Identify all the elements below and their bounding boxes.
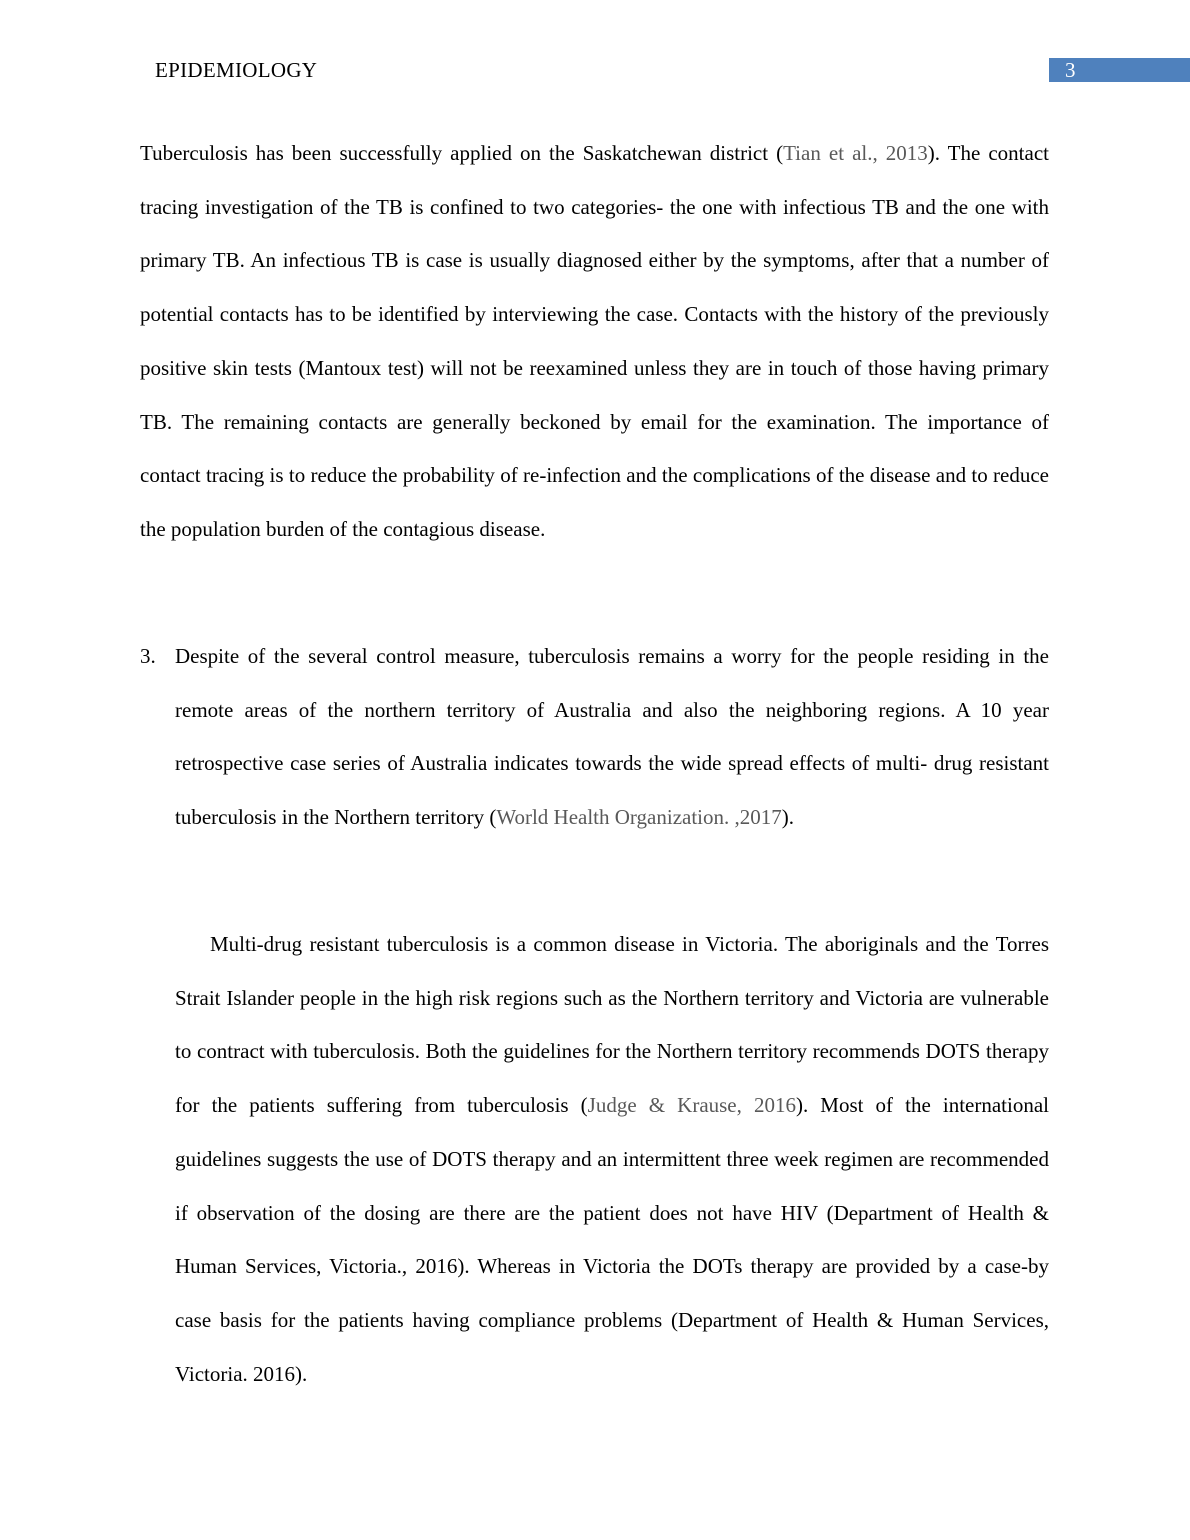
paragraph-text: Tuberculosis has been successfully applied on the Saskatchewan district (: [140, 141, 784, 165]
citation: World Health Organization. ,2017: [496, 805, 782, 830]
body-paragraph-1: [140, 127, 1049, 557]
list-marker: 3.: [140, 644, 156, 668]
paragraph-text: Despite of the several control measure, tuberculosis remains a worry for the people residing in the remote areas of the northern territory of Australia and also the neighboring regions. A 10 year retrospective case series of Australia indicates towards the wide spread effects of multi- drug resistant tuberculosis in the Northern territory (: [175, 644, 1049, 830]
body-paragraph-2: [175, 918, 1049, 1401]
citation: Tian et al., 2013: [783, 141, 928, 165]
paragraph-text: ). The contact tracing investigation of the TB is confined to two categories- the one with infectious TB and the one with primary TB. An infectious TB is case is usually diagnosed either by the symptoms, after that a number of potential contacts has to be identified by interviewing the case. Contacts with the history of the previously positive skin tests (Mantoux test) will not be reexamined unless they are in touch of those having primary TB. The remaining contacts are generally beckoned by email for the examination. The importance of contact tracing is to reduce the probability of re-infection and the complications of the disease and to reduce the population burden of the contagious disease.: [140, 141, 1049, 541]
page-number-badge: [1049, 58, 1190, 82]
citation: Judge & Krause, 2016: [587, 1093, 796, 1118]
page-number: 3: [1065, 58, 1076, 82]
list-item-text: [175, 630, 1049, 845]
paragraph-text: Multi-drug resistant tuberculosis is a common disease in Victoria. The aboriginals and the Torres Strait Islander people in the high risk regions such as the Northern territory and Victoria are vulnerable to contract with tuberculosis. Both the guidelines for the Northern territory recommends DOTS therapy for the patients suffering from tuberculosis (: [175, 932, 1049, 1118]
running-header-title: EPIDEMIOLOGY: [155, 58, 318, 82]
paragraph-text: ).: [781, 805, 795, 830]
paragraph-text: ). Most of the international guidelines suggests the use of DOTS therapy and an intermittent three week regimen are recommended if observation of the dosing are there are the patient does not have HIV (Department of Health & Human Services, Victoria., 2016). Whereas in Victoria the DOTs therapy are provided by a case-by case basis for the patients having compliance problems (Department of Health & Human Services, Victoria. 2016).: [175, 1093, 1049, 1386]
